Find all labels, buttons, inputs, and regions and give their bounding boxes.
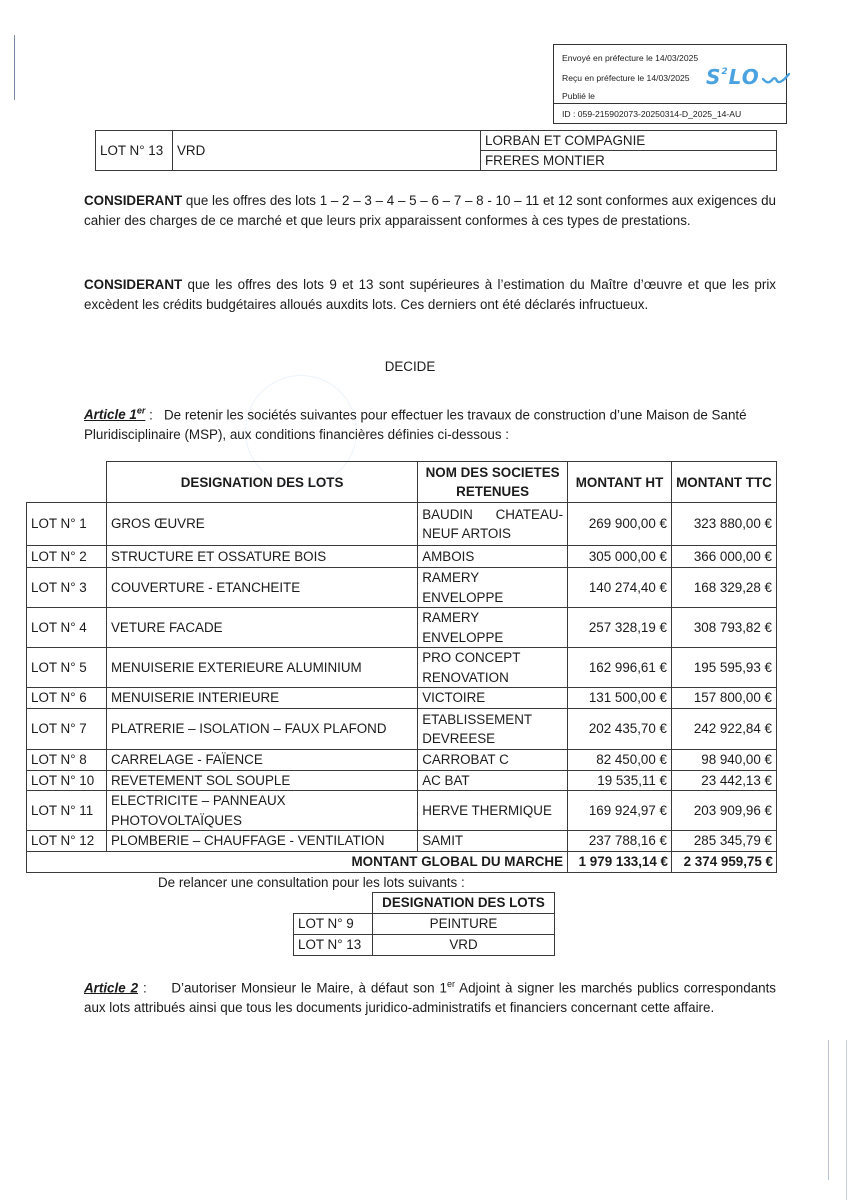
s2lo-logo <box>706 67 760 87</box>
scan-artifact-line <box>828 1040 829 1180</box>
lot-designation: STRUCTURE ET OSSATURE BOIS <box>106 546 417 568</box>
lot-number: LOT N° 13 <box>96 131 173 171</box>
amount-ttc: 168 329,28 € <box>672 568 777 608</box>
logo-sup: 2 <box>721 67 729 77</box>
stamp-sent-date: Envoyé en préfecture le 14/03/2025 <box>562 53 699 63</box>
company-name: AMBOIS <box>418 546 568 568</box>
amount-ttc: 285 345,79 € <box>672 831 777 852</box>
stamp-id-row <box>554 103 786 124</box>
table-row <box>27 791 777 831</box>
company-name: VICTOIRE <box>418 688 568 709</box>
table-row <box>27 770 777 791</box>
lot-number: LOT N° 11 <box>27 791 107 831</box>
lot-number: LOT N° 5 <box>27 648 107 688</box>
company-name: LORBAN ET COMPAGNIE <box>481 131 777 151</box>
article-2-sup: er <box>446 979 455 989</box>
lot-designation: PLOMBERIE – CHAUFFAGE - VENTILATION <box>106 831 417 852</box>
total-ttc: 2 374 959,75 € <box>672 852 777 873</box>
article-2-label: Article 2 <box>84 980 139 996</box>
lot-designation: CARRELAGE - FAÏENCE <box>106 750 417 771</box>
table-row <box>294 914 555 935</box>
amount-ht: 140 274,40 € <box>568 568 672 608</box>
decide-heading: DECIDE <box>384 359 436 374</box>
amount-ht: 162 996,61 € <box>568 648 672 688</box>
header-ht: MONTANT HT <box>568 462 672 503</box>
amount-ht: 19 535,11 € <box>568 770 672 791</box>
lot-designation: ELECTRICITE – PANNEAUX PHOTOVOLTAÏQUES <box>106 791 417 831</box>
company-name: PRO CONCEPT RENOVATION <box>418 648 568 688</box>
amount-ttc: 242 922,84 € <box>672 709 777 750</box>
header-designation: DESIGNATION DES LOTS <box>106 462 417 503</box>
table-row <box>27 750 777 771</box>
logo-text: S <box>706 65 722 89</box>
amount-ht: 82 450,00 € <box>568 750 672 771</box>
table-row <box>294 935 555 956</box>
empty-header-cell <box>27 462 107 503</box>
considerant-paragraph-2 <box>84 275 776 314</box>
stamp-received-date: Reçu en préfecture le 14/03/2025 <box>562 73 690 83</box>
table-row <box>27 568 777 608</box>
lot-designation: VETURE FACADE <box>106 608 417 648</box>
lot-number: LOT N° 12 <box>27 831 107 852</box>
header-companies: NOM DES SOCIETES RETENUES <box>418 462 568 503</box>
company-name: RAMERY ENVELOPPE <box>418 608 568 648</box>
article-2 <box>84 975 776 1017</box>
lot-designation: MENUISERIE INTERIEURE <box>106 688 417 709</box>
lot-designation: REVETEMENT SOL SOUPLE <box>106 770 417 791</box>
article-1 <box>84 402 776 444</box>
article-label-sup: er <box>136 406 146 416</box>
lot-number: LOT N° 8 <box>27 750 107 771</box>
header-designation: DESIGNATION DES LOTS <box>373 893 555 914</box>
lot-designation: GROS ŒUVRE <box>106 503 417 546</box>
company-name: ETABLISSEMENT DEVREESE <box>418 709 568 750</box>
amount-ht: 169 924,97 € <box>568 791 672 831</box>
lot-designation: VRD <box>173 131 481 171</box>
company-name: FRERES MONTIER <box>481 151 777 171</box>
table-row <box>27 648 777 688</box>
considerant-lead: CONSIDERANT <box>84 277 183 292</box>
lot-13-table <box>95 130 777 171</box>
company-name: CARROBAT C <box>418 750 568 771</box>
article-label-text: Article 1 <box>84 407 137 423</box>
amount-ht: 131 500,00 € <box>568 688 672 709</box>
amount-ttc: 203 909,96 € <box>672 791 777 831</box>
total-ht: 1 979 133,14 € <box>568 852 672 873</box>
company-name: SAMIT <box>418 831 568 852</box>
lot-number: LOT N° 2 <box>27 546 107 568</box>
lot-designation: VRD <box>373 935 555 956</box>
table-row <box>27 608 777 648</box>
article-1-label <box>84 407 145 422</box>
lot-number: LOT N° 10 <box>27 770 107 791</box>
company-name: BAUDIN CHATEAU-NEUF ARTOIS <box>418 503 568 546</box>
table-header-row <box>27 462 777 503</box>
header-ttc: MONTANT TTC <box>672 462 777 503</box>
amount-ttc: 23 442,13 € <box>672 770 777 791</box>
amount-ttc: 366 000,00 € <box>672 546 777 568</box>
table-row <box>27 831 777 852</box>
stamp-published: Publié le <box>562 91 595 101</box>
company-name: HERVE THERMIQUE <box>418 791 568 831</box>
company-name: AC BAT <box>418 770 568 791</box>
amount-ttc: 98 940,00 € <box>672 750 777 771</box>
lot-designation: MENUISERIE EXTERIEURE ALUMINIUM <box>106 648 417 688</box>
article-2-text: D’autoriser Monsieur le Maire, à défaut son 1 <box>171 980 447 996</box>
considerant-text: que les offres des lots 1 – 2 – 3 – 4 – 5 – 6 – 7 – 8 - 10 – 11 et 12 sont conformes aux exigences du cahier des charges de ce marché et que leurs prix apparaissent conformes à ces types de prestations. <box>84 193 776 228</box>
logo-text: LO <box>728 65 760 89</box>
amount-ttc: 157 800,00 € <box>672 688 777 709</box>
amount-ht: 237 788,16 € <box>568 831 672 852</box>
empty-header-cell <box>294 893 373 914</box>
prefecture-stamp <box>553 44 787 124</box>
amount-ht: 305 000,00 € <box>568 546 672 568</box>
relaunch-lots-table <box>293 892 555 956</box>
lot-designation: COUVERTURE - ETANCHEITE <box>106 568 417 608</box>
lot-number: LOT N° 13 <box>294 935 373 956</box>
total-row <box>27 852 777 873</box>
scan-artifact-line <box>14 35 15 100</box>
considerant-paragraph-1 <box>84 191 776 230</box>
table-row <box>27 709 777 750</box>
relaunch-intro: De relancer une consultation pour les lots suivants : <box>158 875 465 890</box>
lot-number: LOT N° 7 <box>27 709 107 750</box>
table-row <box>27 503 777 546</box>
article-2-text: Adjoint à signer les marchés publics correspondants aux lots attribués ainsi que tous les documents juridico-administratifs et financiers concernant cette affaire. <box>84 980 776 1015</box>
total-label: MONTANT GLOBAL DU MARCHE <box>27 852 568 873</box>
lot-designation: PEINTURE <box>373 914 555 935</box>
lot-number: LOT N° 6 <box>27 688 107 709</box>
amount-ttc: 308 793,82 € <box>672 608 777 648</box>
amount-ttc: 195 595,93 € <box>672 648 777 688</box>
article-colon: : <box>145 407 153 423</box>
swoosh-check-icon <box>762 73 790 87</box>
considerant-text: que les offres des lots 9 et 13 sont supérieures à l’estimation du Maître d’œuvre et que les prix excèdent les crédits budgétaires alloués auxdits lots. Ces derniers ont été déclarés infructueux. <box>84 277 776 312</box>
scan-artifact-line <box>846 1040 847 1200</box>
stamp-id: ID : 059-215902073-20250314-D_2025_14-AU <box>562 109 742 119</box>
article-colon: : <box>138 980 147 996</box>
lot-designation: PLATRERIE – ISOLATION – FAUX PLAFOND <box>106 709 417 750</box>
lot-number: LOT N° 4 <box>27 608 107 648</box>
table-row <box>27 546 777 568</box>
amount-ttc: 323 880,00 € <box>672 503 777 546</box>
amount-ht: 269 900,00 € <box>568 503 672 546</box>
article-1-text: De retenir les sociétés suivantes pour effectuer les travaux de construction d’une Maison de Santé Pluridisciplinaire (MSP), aux conditions financières définies ci-dessous : <box>84 407 747 442</box>
lot-number: LOT N° 3 <box>27 568 107 608</box>
lot-number: LOT N° 9 <box>294 914 373 935</box>
lot-number: LOT N° 1 <box>27 503 107 546</box>
awarded-lots-table <box>26 461 777 873</box>
company-name: RAMERY ENVELOPPE <box>418 568 568 608</box>
table-row <box>27 688 777 709</box>
amount-ht: 202 435,70 € <box>568 709 672 750</box>
amount-ht: 257 328,19 € <box>568 608 672 648</box>
considerant-lead: CONSIDERANT <box>84 193 183 208</box>
